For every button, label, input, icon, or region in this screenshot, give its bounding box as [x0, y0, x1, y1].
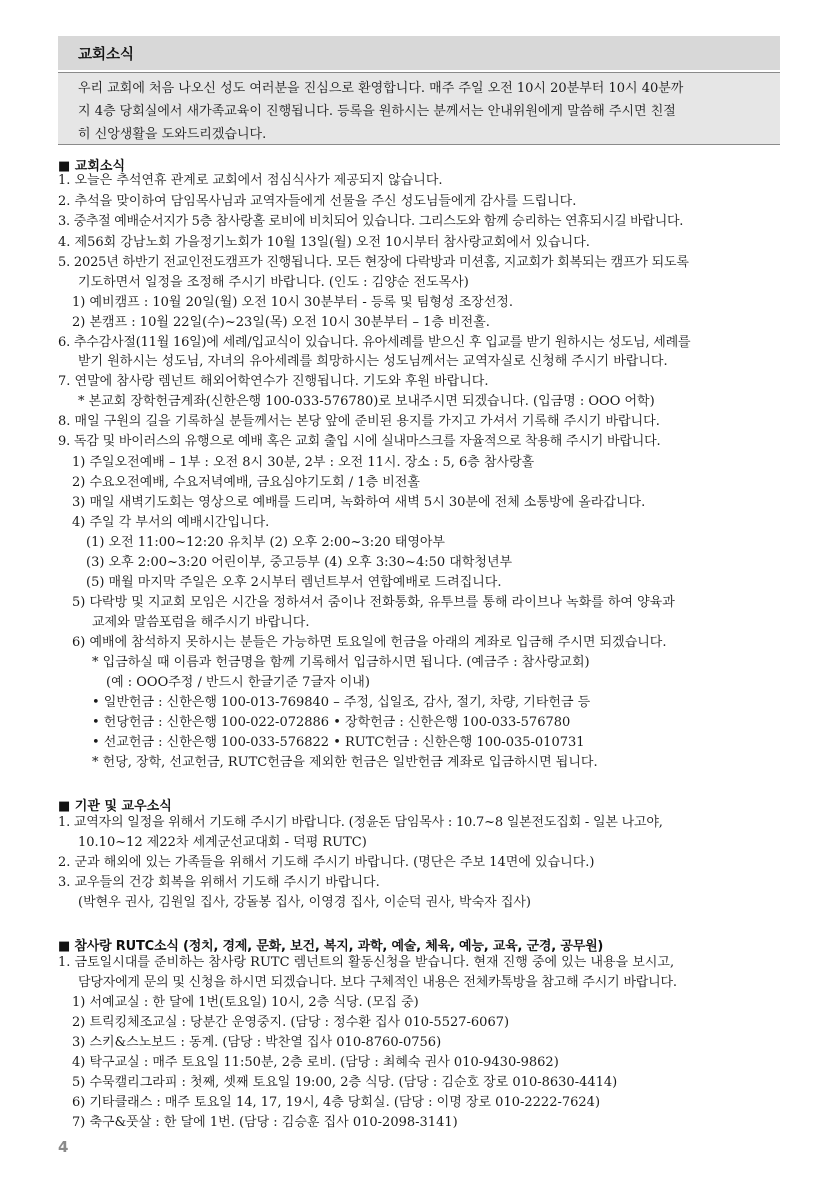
list-item: 받기 원하시는 성도님, 자녀의 유아세례를 희망하시는 성도님께서는 교역자실로 신청해 주시기 바랍니다. [78, 354, 668, 369]
welcome-text-line: 지 4층 당회실에서 새가족교육이 진행됩니다. 등록을 원하시는 분께서는 안내위원에게 말씀해 주시면 친절 [78, 104, 676, 119]
section-heading-members-news: ■ 기관 및 교우소식 [58, 799, 172, 814]
list-item: 8. 매일 구원의 길을 기록하실 분들께서는 본당 앞에 준비된 용지를 가지고 가셔서 기록해 주시기 바랍니다. [58, 414, 660, 429]
list-item: 1) 주일오전예배 – 1부 : 오전 8시 30분, 2부 : 오전 11시. 장소 : 5, 6층 참사랑홀 [72, 455, 535, 470]
list-item: 교제와 말씀포럼을 해주시기 바랍니다. [92, 615, 310, 630]
list-item: 1. 금토일시대를 준비하는 참사랑 RUTC 렘넌트의 활동신청을 받습니다. 현재 진행 중에 있는 내용을 보시고, [58, 955, 675, 970]
list-item: (5) 매월 마지막 주일은 오후 2시부터 렘넌트부서 연합예배로 드려집니다. [86, 575, 502, 590]
list-item: 1) 서예교실 : 한 달에 1번(토요일) 10시, 2층 식당. (모집 중) [72, 995, 419, 1010]
list-item: 4. 제56회 강남노회 가을정기노회가 10월 13일(월) 오전 10시부터 참사랑교회에서 있습니다. [58, 235, 590, 250]
list-item: 담당자에게 문의 및 신청을 하시면 되겠습니다. 보다 구체적인 내용은 전체카톡방을 참고해 주시기 바랍니다. [78, 975, 677, 990]
list-item: 9. 독감 및 바이러스의 유행으로 예배 혹은 교회 출입 시에 실내마스크를 자율적으로 착용해 주시기 바랍니다. [58, 434, 661, 449]
list-item: (3) 오후 2:00~3:20 어린이부, 중고등부 (4) 오후 3:30~4:50 대학청년부 [86, 555, 513, 570]
list-item: 2. 군과 해외에 있는 가족들을 위해서 기도해 주시기 바랍니다. (명단은 주보 14면에 있습니다.) [58, 855, 595, 870]
list-item: 3) 스키&스노보드 : 동계. (담당 : 박찬열 집사 010-8760-0756) [72, 1035, 442, 1050]
list-item: 10.10~12 제22차 세계군선교대회 - 덕평 RUTC) [78, 835, 367, 850]
page-number: 4 [58, 1138, 69, 1156]
list-item: 1. 교역자의 일정을 위해서 기도해 주시기 바랍니다. (정윤돈 담임목사 : 10.7~8 일본전도집회 - 일본 나고야, [58, 815, 663, 830]
page-title: 교회소식 [78, 47, 135, 63]
list-item: • 헌당헌금 : 신한은행 100-022-072886 • 장학헌금 : 신한은행 100-033-576780 [92, 715, 571, 730]
section-heading-church-news: ■ 교회소식 [58, 159, 126, 174]
welcome-text-line: 우리 교회에 처음 나오신 성도 여러분을 진심으로 환영합니다. 매주 주일 오전 10시 20분부터 10시 40분까 [78, 81, 684, 96]
list-item: 5) 다락방 및 지교회 모임은 시간을 정하셔서 줌이나 전화통화, 유투브를 통해 라이브나 녹화를 하여 양육과 [72, 595, 675, 610]
list-item: 1) 예비캠프 : 10월 20일(월) 오전 10시 30분부터 - 등록 및 팀형성 조장선정. [72, 295, 513, 310]
list-item: (1) 오전 11:00~12:20 유치부 (2) 오후 2:00~3:20 태영아부 [86, 535, 445, 550]
list-item: 4) 주일 각 부서의 예배시간입니다. [72, 515, 270, 530]
list-item: • 일반헌금 : 신한은행 100-013-769840 – 주정, 십일조, 감사, 절기, 차량, 기타헌금 등 [92, 695, 591, 710]
list-item: 3. 중추절 예배순서지가 5층 참사랑홀 로비에 비치되어 있습니다. 그리스도와 함께 승리하는 연휴되시길 바랍니다. [58, 214, 684, 229]
list-item: 4) 탁구교실 : 매주 토요일 11:50분, 2층 로비. (담당 : 최혜숙 권사 010-9430-9862) [72, 1055, 559, 1070]
list-item: 기도하면서 일정을 조정해 주시기 바랍니다. (인도 : 김양순 전도목사) [78, 275, 469, 290]
list-item: 2) 본캠프 : 10월 22일(수)~23일(목) 오전 10시 30분부터 – 1층 비전홀. [72, 315, 490, 330]
list-item: 1. 오늘은 추석연휴 관계로 교회에서 점심식사가 제공되지 않습니다. [58, 173, 443, 188]
list-item: * 입금하실 때 이름과 헌금명을 함께 기록해서 입금하시면 됩니다. (예금주 : 참사랑교회) [92, 655, 590, 670]
list-item: 2) 수요오전예배, 수요저녁예배, 금요심야기도회 / 1층 비전홀 [72, 475, 420, 490]
section-header-bar [58, 36, 780, 70]
list-item: • 선교헌금 : 신한은행 100-033-576822 • RUTC헌금 : 신한은행 100-035-010731 [92, 735, 585, 750]
list-item: 5. 2025년 하반기 전교인전도캠프가 진행됩니다. 모든 현장에 다락방과 미션홈, 지교회가 회복되는 캠프가 되도록 [58, 255, 689, 270]
list-item: 6. 추수감사절(11월 16일)에 세례/입교식이 있습니다. 유아세례를 받으신 후 입교를 받기 원하시는 성도님, 세례를 [58, 335, 691, 350]
list-item: 7. 연말에 참사랑 렘넌트 해외어학연수가 진행됩니다. 기도와 후원 바랍니다. [58, 374, 489, 389]
list-item: 5) 수묵캘리그라피 : 첫째, 셋째 토요일 19:00, 2층 식당. (담당 : 김순호 장로 010-8630-4414) [72, 1075, 618, 1090]
list-item: 6) 예배에 참석하지 못하시는 분들은 가능하면 토요일에 헌금을 아래의 계좌로 입금해 주시면 되겠습니다. [72, 635, 667, 650]
list-item: 3) 매일 새벽기도회는 영상으로 예배를 드리며, 녹화하여 새벽 5시 30분에 전체 소통방에 올라갑니다. [72, 495, 646, 510]
section-heading-rutc-news: ■ 참사랑 RUTC소식 (정치, 경제, 문화, 보건, 복지, 과학, 예술, 체육, 예능, 교육, 군경, 공무원) [58, 939, 604, 954]
list-item: (예 : OOO주정 / 반드시 한글기준 7글자 이내) [106, 675, 370, 690]
list-item: 2. 추석을 맞이하여 담임목사님과 교역자들에게 선물을 주신 성도님들에게 감사를 드립니다. [58, 194, 577, 209]
list-item: 7) 축구&풋살 : 한 달에 1번. (담당 : 김승훈 집사 010-2098-3141) [72, 1115, 458, 1130]
list-item: 3. 교우들의 건강 회복을 위해서 기도해 주시기 바랍니다. [58, 875, 380, 890]
list-item: 2) 트릭킹체조교실 : 당분간 운영중지. (담당 : 정수환 집사 010-5527-6067) [72, 1015, 510, 1030]
welcome-text-line: 히 신앙생활을 도와드리겠습니다. [78, 127, 267, 142]
list-item: * 헌당, 장학, 선교헌금, RUTC헌금을 제외한 헌금은 일반헌금 계좌로 입금하시면 됩니다. [92, 755, 598, 770]
list-item: 6) 기타클래스 : 매주 토요일 14, 17, 19시, 4층 당회실. (담당 : 이명 장로 010-2222-7624) [72, 1095, 601, 1110]
list-item: * 본교회 장학헌금계좌(신한은행 100-033-576780)로 보내주시면 되겠습니다. (입금명 : OOO 어학) [78, 394, 655, 409]
list-item: (박현우 권사, 김원일 집사, 강돌봉 집사, 이영경 집사, 이순덕 권사, 박숙자 집사) [78, 895, 532, 910]
